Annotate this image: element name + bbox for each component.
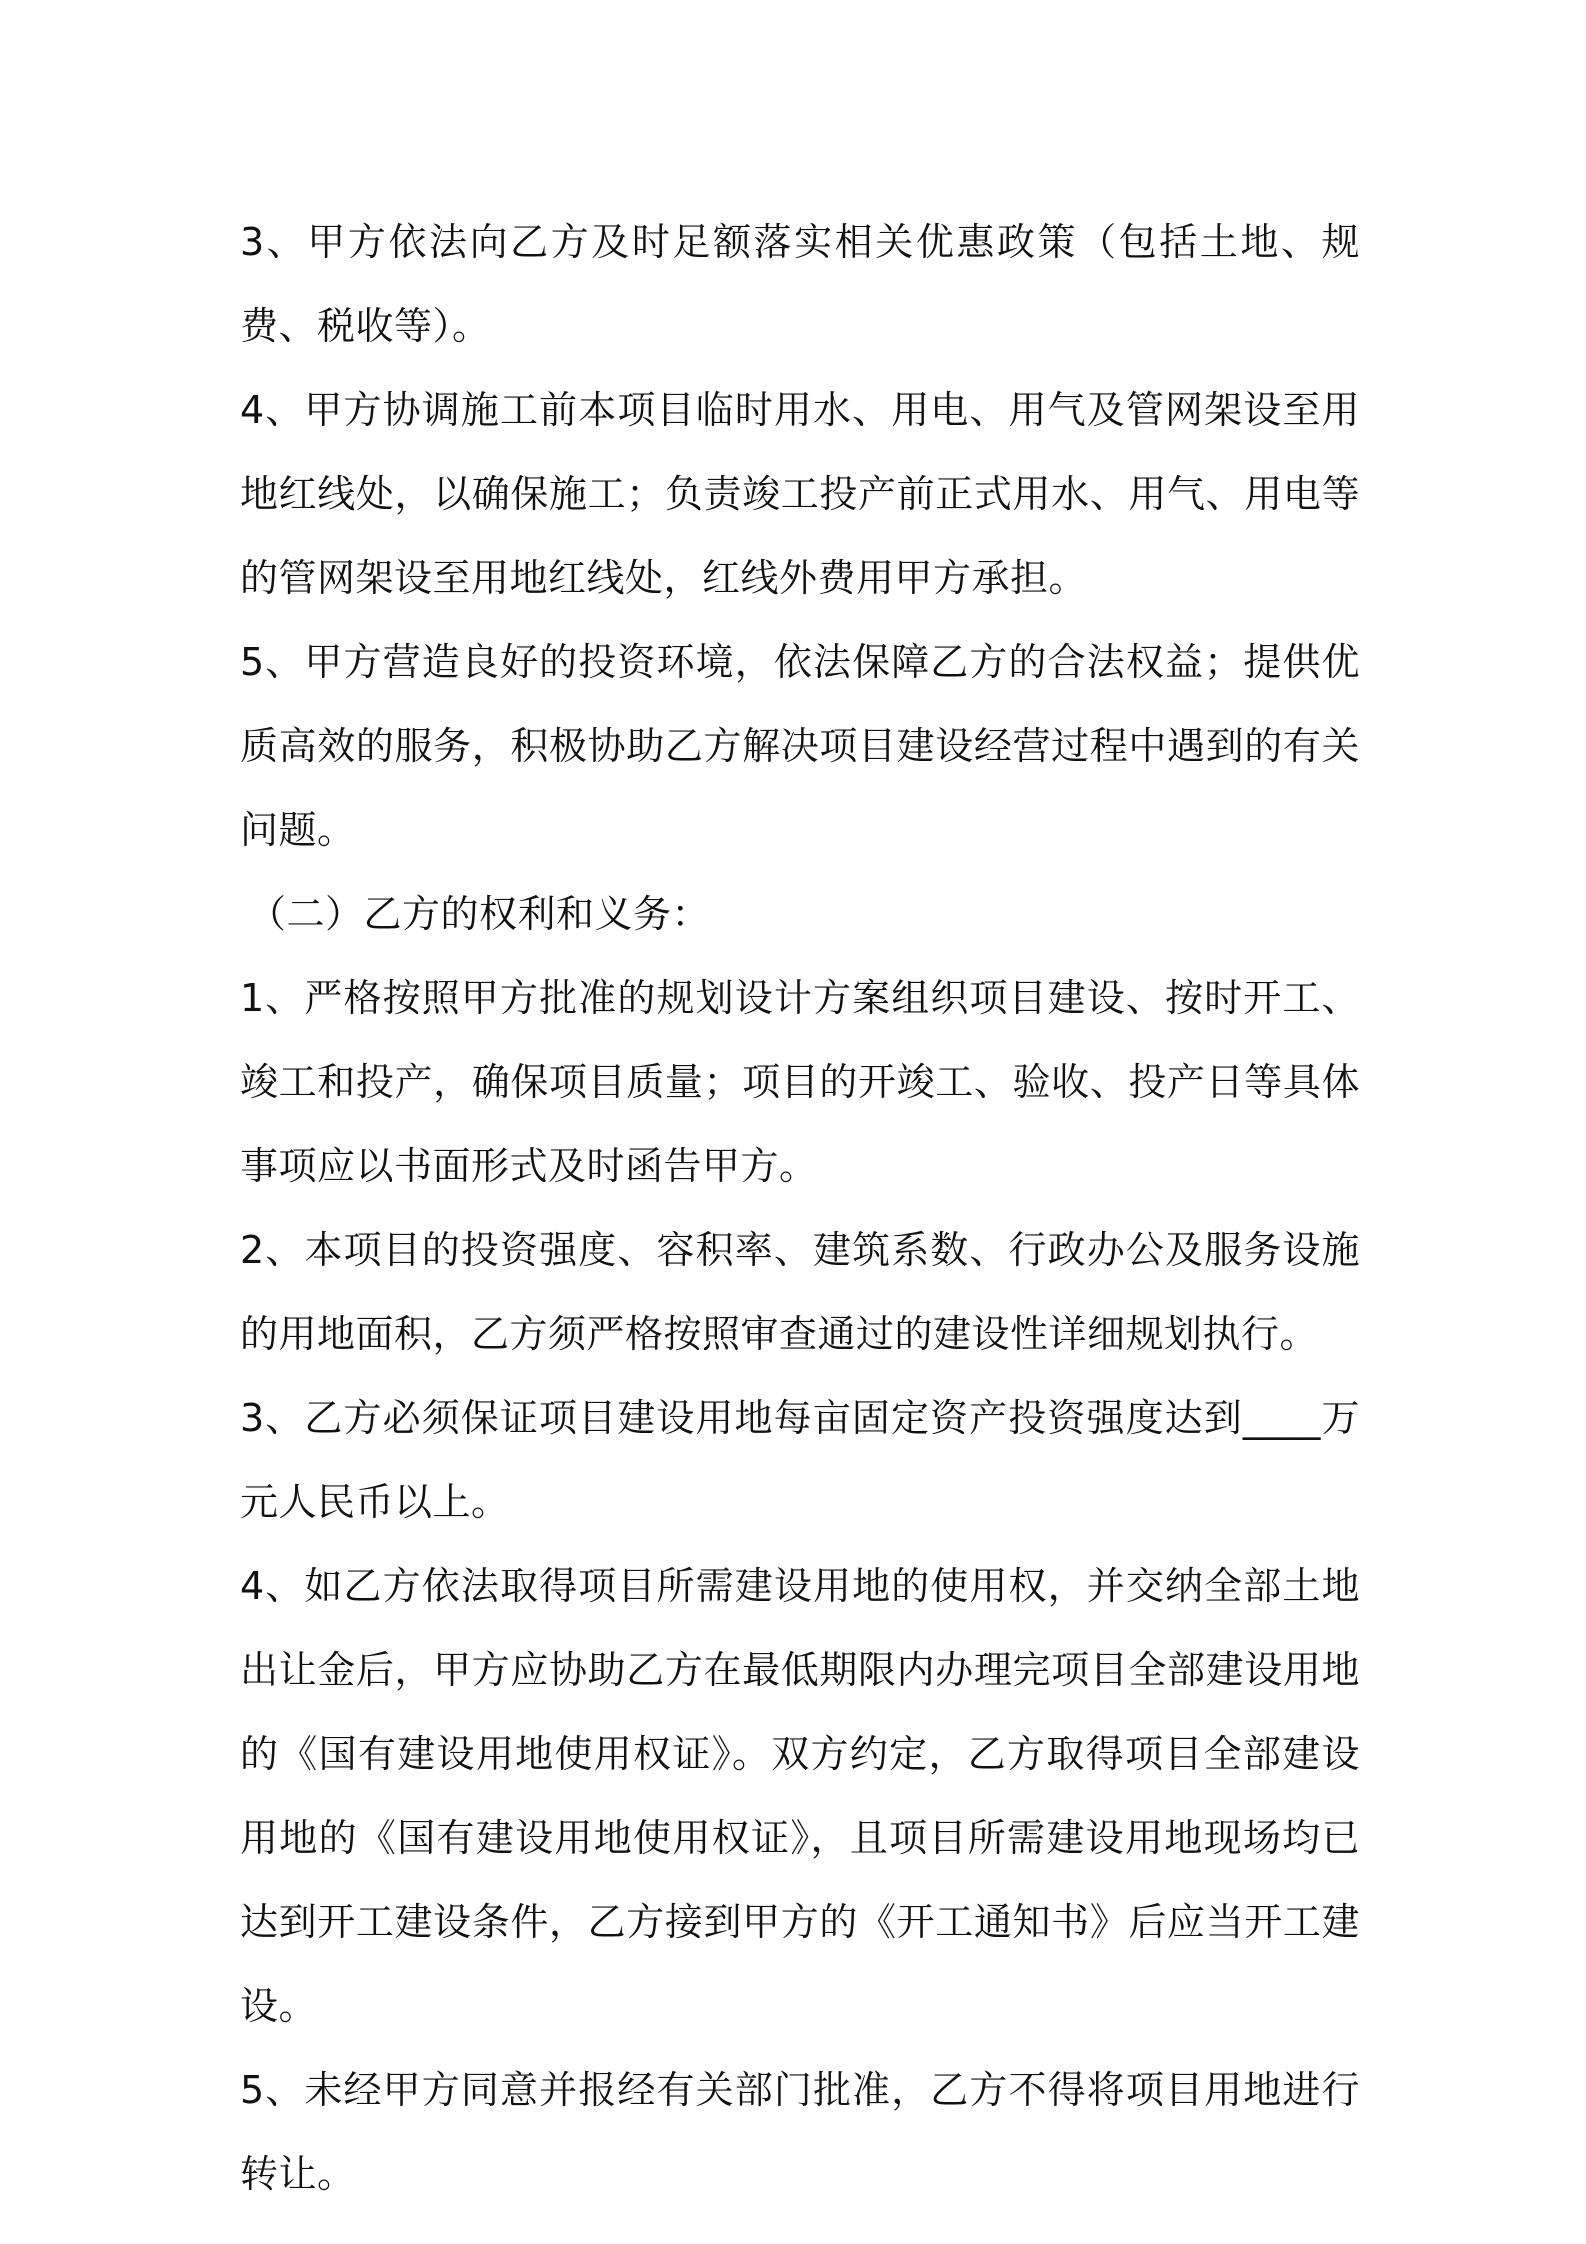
document-body: [240, 200, 1360, 2216]
paragraph-party-b-1: 1、严格按照甲方批准的规划设计方案组织项目建设、按时开工、竣工和投产，确保项目质量；项目的开竣工、验收、投产日等具体事项应以书面形式及时函告甲方。: [240, 976, 1360, 1188]
paragraph-party-b-2: 2、本项目的投资强度、容积率、建筑系数、行政办公及服务设施的用地面积，乙方须严格按照审查通过的建设性详细规划执行。: [240, 1228, 1360, 1356]
paragraph-party-b-3: 3、乙方必须保证项目建设用地每亩固定资产投资强度达到____万元人民币以上。: [240, 1396, 1360, 1524]
paragraph-party-a-4: 4、甲方协调施工前本项目临时用水、用电、用气及管网架设至用地红线处，以确保施工；负责竣工投产前正式用水、用气、用电等的管网架设至用地红线处，红线外费用甲方承担。: [240, 388, 1360, 600]
paragraph-party-b-5: 5、未经甲方同意并报经有关部门批准，乙方不得将项目用地进行转让。: [240, 2068, 1360, 2196]
paragraph-party-a-5: 5、甲方营造良好的投资环境，依法保障乙方的合法权益；提供优质高效的服务，积极协助乙方解决项目建设经营过程中遇到的有关问题。: [240, 640, 1360, 852]
paragraph-party-a-3: 3、甲方依法向乙方及时足额落实相关优惠政策（包括土地、规费、税收等）。: [240, 220, 1360, 348]
paragraph-party-b-4: 4、如乙方依法取得项目所需建设用地的使用权，并交纳全部土地出让金后，甲方应协助乙方在最低期限内办理完项目全部建设用地的《国有建设用地使用权证》。双方约定，乙方取得项目全部建设用地的《国有建设用地使用权证》，且项目所需建设用地现场均已达到开工建设条件，乙方接到甲方的《开工通知书》后应当开工建设。: [240, 1564, 1360, 2028]
section-heading-party-b: （二）乙方的权利和义务：: [248, 892, 711, 936]
